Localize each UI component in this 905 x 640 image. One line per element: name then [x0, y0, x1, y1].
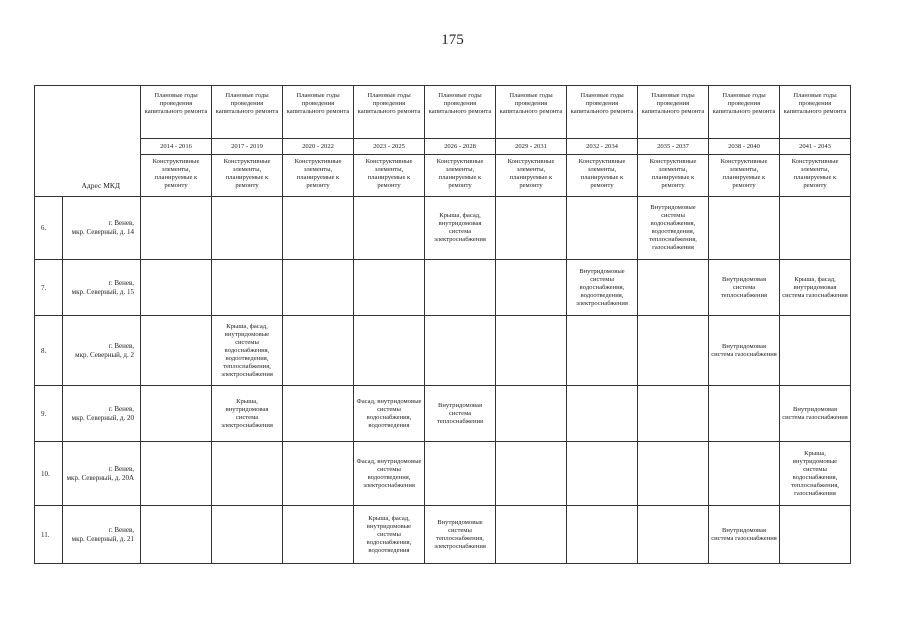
repair-cell: [496, 506, 567, 564]
period-header: 2038 - 2040: [709, 139, 780, 155]
repair-cell: Крыша, фасад, внутридомовая система электроснабжения: [425, 197, 496, 260]
repair-cell: [354, 316, 425, 386]
plan-years-header: Плановые годы проведения капитального ремонта: [638, 86, 709, 139]
repair-cell: [638, 442, 709, 506]
repair-cell: [496, 442, 567, 506]
table-body: [35, 197, 851, 564]
repair-cell: [638, 386, 709, 442]
building-address: [63, 386, 141, 442]
repair-cell: Фасад, внутридомовые системы водоотведения, электроснабжения: [354, 442, 425, 506]
row-number: 8.: [35, 316, 63, 386]
repair-cell: [709, 197, 780, 260]
period-header: 2035 - 2037: [638, 139, 709, 155]
elements-header: Конструктивные элементы, планируемые к ремонту: [780, 155, 851, 197]
plan-years-header: Плановые годы проведения капитального ремонта: [780, 86, 851, 139]
address-street: мкр. Северный, д. 20А: [66, 473, 134, 482]
address-city: г. Венев,: [108, 404, 134, 413]
table-row: [35, 386, 851, 442]
repair-cell: [212, 442, 283, 506]
address-city: г. Венев,: [108, 464, 134, 473]
address-street: мкр. Северный, д. 2: [75, 350, 134, 359]
repair-cell: [496, 316, 567, 386]
plan-years-header: Плановые годы проведения капитального ремонта: [567, 86, 638, 139]
repair-cell: Внутридомовые системы теплоснабжения, электроснабжения: [425, 506, 496, 564]
repair-cell: [425, 260, 496, 316]
row-number: 7.: [35, 260, 63, 316]
repair-schedule-table: [34, 85, 851, 564]
plan-years-header: Плановые годы проведения капитального ремонта: [709, 86, 780, 139]
table-row: [35, 506, 851, 564]
repair-cell: [638, 316, 709, 386]
table-header: [35, 86, 851, 197]
building-address: [63, 316, 141, 386]
repair-cell: [496, 197, 567, 260]
elements-header: Конструктивные элементы, планируемые к ремонту: [496, 155, 567, 197]
repair-cell: Фасад, внутридомовые системы водоснабжения, водоотведения: [354, 386, 425, 442]
repair-cell: Внутридомовая система газоснабжения: [709, 316, 780, 386]
repair-cell: [780, 506, 851, 564]
repair-cell: [567, 386, 638, 442]
repair-cell: [354, 197, 425, 260]
repair-cell: [496, 260, 567, 316]
row-number: 9.: [35, 386, 63, 442]
elements-header: Конструктивные элементы, планируемые к ремонту: [141, 155, 212, 197]
repair-cell: [283, 197, 354, 260]
plan-years-header: Плановые годы проведения капитального ремонта: [212, 86, 283, 139]
repair-cell: [283, 316, 354, 386]
repair-cell: [354, 260, 425, 316]
repair-cell: [496, 386, 567, 442]
row-number: 10.: [35, 442, 63, 506]
repair-cell: Крыша, фасад, внутридомовая система газоснабжения: [780, 260, 851, 316]
repair-cell: Крыша, фасад, внутридомовые системы водоснабжения, водоотведения: [354, 506, 425, 564]
period-header: 2041 - 2043: [780, 139, 851, 155]
building-address: [63, 260, 141, 316]
repair-cell: [567, 316, 638, 386]
repair-cell: [638, 506, 709, 564]
address-city: г. Венев,: [108, 341, 134, 350]
row-number: 11.: [35, 506, 63, 564]
plan-years-header: Плановые годы проведения капитального ремонта: [425, 86, 496, 139]
page-number: 175: [441, 32, 464, 48]
repair-cell: [567, 442, 638, 506]
period-header: 2026 - 2028: [425, 139, 496, 155]
repair-cell: [141, 506, 212, 564]
repair-cell: [212, 197, 283, 260]
repair-cell: [141, 316, 212, 386]
period-header: 2023 - 2025: [354, 139, 425, 155]
elements-header: Конструктивные элементы, планируемые к ремонту: [567, 155, 638, 197]
repair-cell: [638, 260, 709, 316]
repair-cell: [425, 316, 496, 386]
building-address: [63, 197, 141, 260]
period-header: 2020 - 2022: [283, 139, 354, 155]
address-column-header: Адрес МКД: [35, 86, 141, 197]
elements-header: Конструктивные элементы, планируемые к ремонту: [212, 155, 283, 197]
address-city: г. Венев,: [108, 525, 134, 534]
period-header: 2017 - 2019: [212, 139, 283, 155]
repair-cell: [709, 386, 780, 442]
repair-cell: Внутридомовая система теплоснабжения: [425, 386, 496, 442]
repair-cell: Крыша, внутридомовая система электроснабжения: [212, 386, 283, 442]
address-street: мкр. Северный, д. 14: [71, 228, 134, 236]
table-row: [35, 316, 851, 386]
address-city: г. Венев,: [108, 278, 134, 287]
repair-cell: Крыша, внутридомовые системы водоснабжения, теплоснабжения, газоснабжения: [780, 442, 851, 506]
address-street: мкр. Северный, д. 20: [71, 413, 134, 422]
repair-cell: Внутридомовые системы водоснабжения, водоотведения, электроснабжения: [567, 260, 638, 316]
repair-cell: [425, 442, 496, 506]
elements-header: Конструктивные элементы, планируемые к ремонту: [283, 155, 354, 197]
plan-years-header: Плановые годы проведения капитального ремонта: [354, 86, 425, 139]
repair-cell: [283, 442, 354, 506]
repair-cell: [780, 197, 851, 260]
repair-cell: [567, 197, 638, 260]
address-street: мкр. Северный, д. 15: [71, 287, 134, 296]
repair-cell: [141, 197, 212, 260]
period-header: 2014 - 2016: [141, 139, 212, 155]
repair-cell: [283, 260, 354, 316]
repair-cell: Внутридомовые системы водоснабжения, водоотведения, теплоснабжения, газоснабжения: [638, 197, 709, 260]
address-street: мкр. Северный, д. 21: [71, 534, 134, 543]
repair-cell: [212, 506, 283, 564]
repair-cell: [780, 316, 851, 386]
elements-header: Конструктивные элементы, планируемые к ремонту: [354, 155, 425, 197]
table-row: [35, 197, 851, 260]
repair-cell: Крыша, фасад, внутридомовые системы водоснабжения, водоотведения, теплоснабжения, электроснабжения: [212, 316, 283, 386]
elements-header: Конструктивные элементы, планируемые к ремонту: [425, 155, 496, 197]
repair-cell: [283, 506, 354, 564]
repair-cell: [567, 506, 638, 564]
address-city: г. Венев,: [108, 219, 134, 227]
repair-cell: Внутридомовая система газоснабжения: [780, 386, 851, 442]
repair-cell: [212, 260, 283, 316]
period-header: 2029 - 2031: [496, 139, 567, 155]
building-address: [63, 442, 141, 506]
repair-cell: [141, 386, 212, 442]
repair-cell: Внутридомовая система газоснабжения: [709, 506, 780, 564]
repair-cell: [709, 442, 780, 506]
table-row: [35, 260, 851, 316]
period-header: 2032 - 2034: [567, 139, 638, 155]
row-number: 6.: [35, 197, 63, 260]
building-address: [63, 506, 141, 564]
table-row: [35, 442, 851, 506]
plan-years-header: Плановые годы проведения капитального ремонта: [141, 86, 212, 139]
plan-years-header: Плановые годы проведения капитального ремонта: [496, 86, 567, 139]
repair-cell: [141, 442, 212, 506]
repair-cell: [283, 386, 354, 442]
elements-header: Конструктивные элементы, планируемые к ремонту: [638, 155, 709, 197]
repair-cell: [141, 260, 212, 316]
plan-years-header: Плановые годы проведения капитального ремонта: [283, 86, 354, 139]
elements-header: Конструктивные элементы, планируемые к ремонту: [709, 155, 780, 197]
repair-cell: Внутридомовая система теплоснабжения: [709, 260, 780, 316]
